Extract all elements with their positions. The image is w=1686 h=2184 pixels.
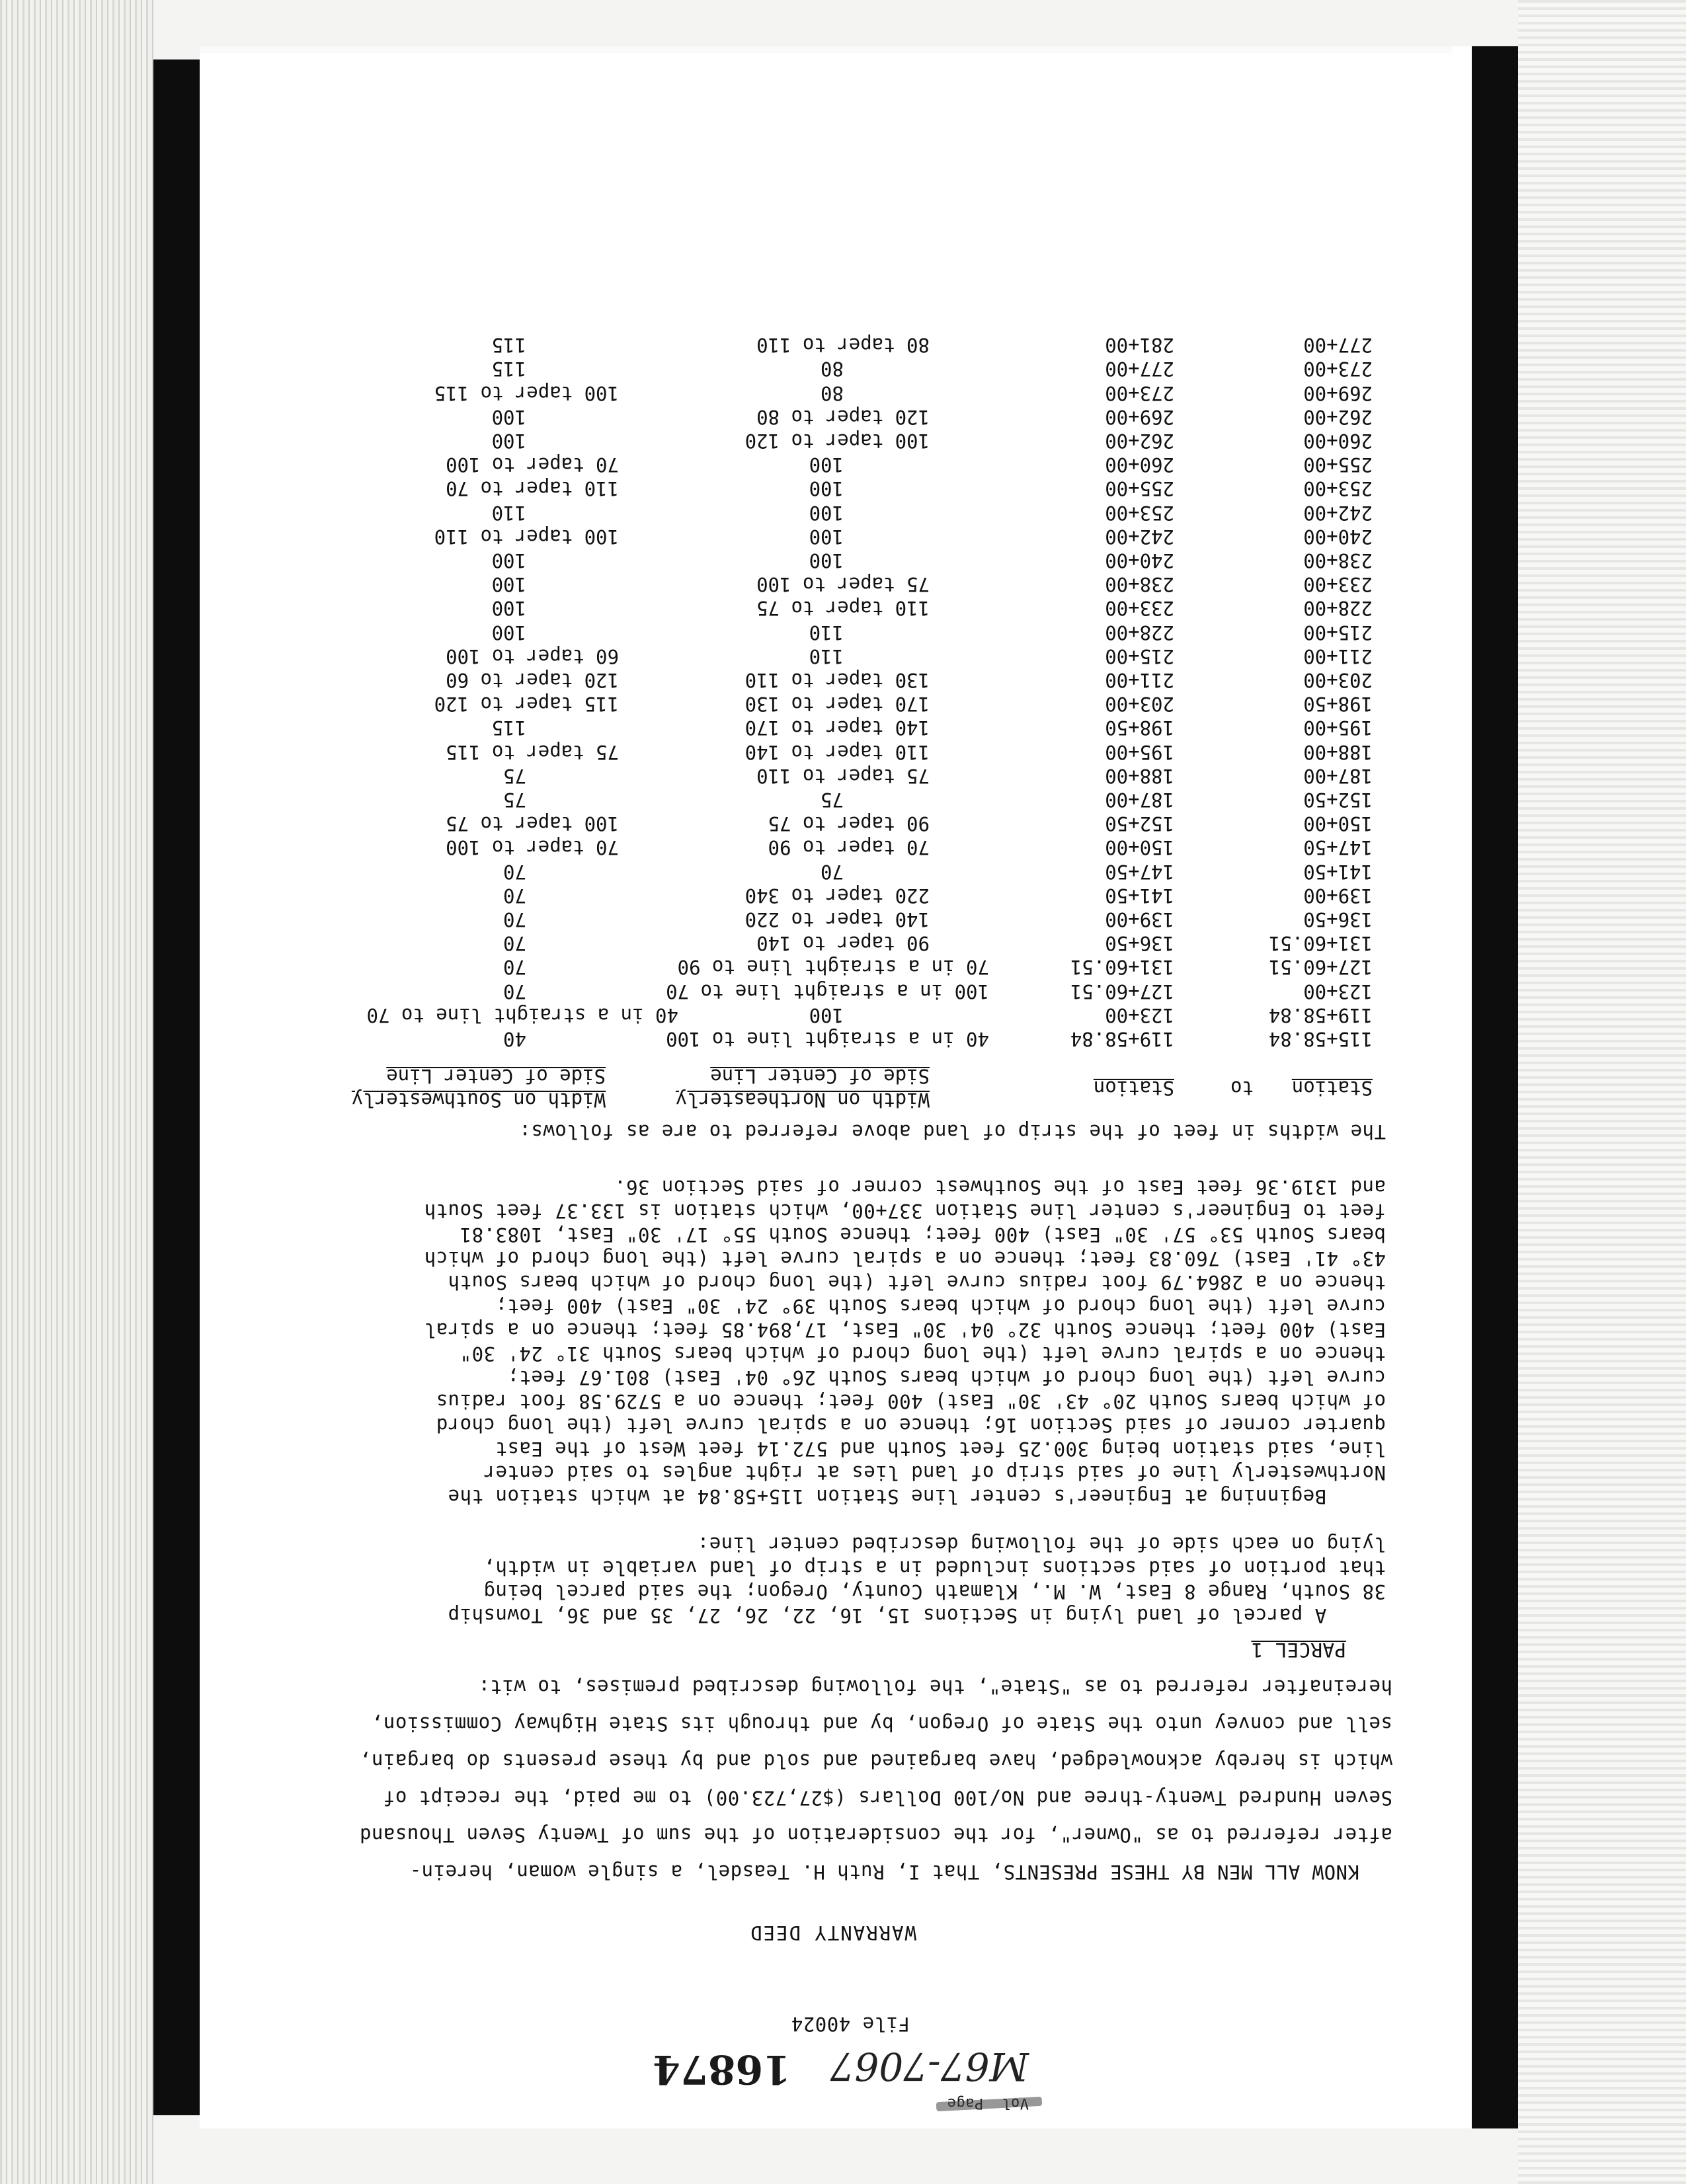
station-from-cell: 277+00 bbox=[1303, 334, 1373, 357]
col-header-station-to: Station bbox=[1093, 1077, 1174, 1099]
sw-width-cell: 110 taper to 70 bbox=[446, 477, 619, 500]
station-to-cell: 139+00 bbox=[1105, 908, 1174, 931]
station-from-cell: 152+50 bbox=[1303, 789, 1373, 811]
parcel-line: curve left (the long chord of which bears South 26° 04' East) 801.67 feet; bbox=[506, 1366, 1386, 1389]
station-to-cell: 203+00 bbox=[1105, 693, 1174, 716]
sw-width-cell: 115 taper to 120 bbox=[434, 693, 619, 716]
ne-width-cell: 70 bbox=[821, 860, 844, 883]
sw-width-cell: 40 in a straight line to 70 bbox=[366, 1003, 678, 1027]
ne-width-cell: 220 taper to 340 bbox=[744, 884, 930, 907]
ne-width-cell: 140 taper to 220 bbox=[744, 908, 930, 931]
ne-width-cell: 110 bbox=[809, 644, 844, 668]
station-to-cell: 198+50 bbox=[1105, 717, 1174, 740]
parcel-heading: PARCEL 1 bbox=[1251, 1639, 1346, 1661]
ne-width-cell: 130 taper to 110 bbox=[744, 669, 930, 691]
station-from-cell: 127+60.51 bbox=[1268, 956, 1373, 979]
sw-width-cell: 70 bbox=[503, 860, 526, 883]
ne-width-cell: 170 taper to 130 bbox=[744, 693, 930, 716]
scan-right-black-edge bbox=[1472, 46, 1518, 2128]
ne-width-cell: 100 taper to 120 bbox=[744, 430, 930, 452]
station-from-cell: 123+00 bbox=[1303, 980, 1373, 1003]
ne-width-cell: 100 bbox=[809, 525, 844, 548]
parcel-line: bears South 53° 57' 30" East) 400 feet; thence South 55° 17' 30" East, 1083.81 bbox=[460, 1224, 1386, 1246]
ne-width-cell: 40 in a straight line to 100 bbox=[666, 1028, 989, 1050]
ne-width-cell: 100 in a straight line to 70 bbox=[666, 980, 989, 1003]
station-from-cell: 187+00 bbox=[1303, 764, 1373, 787]
station-from-cell: 255+00 bbox=[1303, 453, 1373, 477]
parcel-line: East) 400 feet; thence South 32° 04' 30" East, 17,894.85 feet; thence on a spiral bbox=[424, 1319, 1386, 1341]
page-top-edge bbox=[200, 46, 1452, 53]
station-from-cell: 238+00 bbox=[1303, 549, 1373, 572]
station-to-cell: 260+00 bbox=[1105, 453, 1174, 477]
sw-width-cell: 100 bbox=[491, 621, 526, 644]
ne-width-cell: 100 bbox=[809, 477, 844, 500]
sw-width-cell: 70 taper to 100 bbox=[446, 453, 619, 477]
sw-width-cell: 75 bbox=[503, 764, 526, 787]
station-from-cell: 198+50 bbox=[1303, 693, 1373, 716]
station-to-cell: 262+00 bbox=[1105, 430, 1174, 452]
scan-right-margin bbox=[1518, 0, 1686, 2184]
ne-width-cell: 75 bbox=[821, 789, 844, 811]
ne-width-cell: 110 taper to 75 bbox=[756, 597, 930, 620]
scan-left-margin bbox=[0, 0, 153, 2184]
sw-width-cell: 75 bbox=[503, 789, 526, 811]
station-from-cell: 136+50 bbox=[1303, 908, 1373, 931]
body-line: Seven Hundred Twenty-three and No/100 Dollars ($27,723.00) to me paid, the receipt of bbox=[383, 1787, 1392, 1809]
station-from-cell: 188+00 bbox=[1303, 740, 1373, 763]
parcel-line: that portion of said sections included in a strip of land variable in width, bbox=[483, 1557, 1386, 1579]
station-to-cell: 238+00 bbox=[1105, 573, 1174, 596]
sw-width-cell: 40 bbox=[503, 1028, 526, 1050]
station-to-cell: 240+00 bbox=[1105, 549, 1174, 572]
station-to-cell: 187+00 bbox=[1105, 789, 1174, 811]
station-to-cell: 131+60.51 bbox=[1070, 956, 1174, 979]
parcel-line: 43° 41' East) 760.83 feet; thence on a spiral curve left (the long chord of which bbox=[424, 1247, 1386, 1270]
col-header-ne-1: Width on Northeasterly bbox=[675, 1089, 930, 1111]
station-to-cell: 119+58.84 bbox=[1070, 1028, 1174, 1050]
station-to-cell: 228+00 bbox=[1105, 621, 1174, 644]
station-from-cell: 131+60.51 bbox=[1268, 932, 1373, 955]
body-line: hereinafter referred to as "State", the following described premises, to wit: bbox=[478, 1676, 1392, 1698]
stamp-number: 16874 bbox=[653, 2046, 791, 2092]
station-from-cell: 203+00 bbox=[1303, 669, 1373, 691]
ne-width-cell: 90 taper to 75 bbox=[768, 812, 930, 836]
sw-width-cell: 100 bbox=[491, 573, 526, 596]
sw-width-cell: 100 taper to 115 bbox=[434, 381, 619, 405]
station-from-cell: 215+00 bbox=[1303, 621, 1373, 644]
station-from-cell: 228+00 bbox=[1303, 597, 1373, 620]
station-to-cell: 215+00 bbox=[1105, 644, 1174, 668]
ne-width-cell: 70 in a straight line to 90 bbox=[677, 956, 989, 979]
deed-page bbox=[200, 53, 1452, 2128]
station-from-cell: 139+00 bbox=[1303, 884, 1373, 907]
station-to-cell: 255+00 bbox=[1105, 477, 1174, 500]
parcel-line: line, said station being 300.25 feet South and 572.14 feet West of the East bbox=[495, 1438, 1386, 1460]
station-from-cell: 240+00 bbox=[1303, 525, 1373, 548]
body-line: sell and convey unto the State of Oregon, by and through its State Highway Commission, bbox=[371, 1713, 1392, 1735]
body-line: KNOW ALL MEN BY THESE PRESENTS, That I, Ruth H. Teasdel, a single woman, herein- bbox=[409, 1861, 1359, 1883]
parcel-line: thence on a spiral curve left (the long chord of which bears South 31° 24' 30" bbox=[460, 1343, 1386, 1365]
handwritten-reference: M67-7067 bbox=[830, 2044, 1029, 2089]
station-from-cell: 141+50 bbox=[1303, 860, 1373, 883]
station-from-cell: 233+00 bbox=[1303, 573, 1373, 596]
sw-width-cell: 70 bbox=[503, 980, 526, 1003]
col-header-sw-2: Side of Center Line bbox=[386, 1065, 606, 1087]
sw-width-cell: 115 bbox=[491, 358, 526, 381]
station-from-cell: 260+00 bbox=[1303, 430, 1373, 452]
sw-width-cell: 75 taper to 115 bbox=[446, 740, 619, 763]
station-from-cell: 115+58.84 bbox=[1268, 1028, 1373, 1050]
ne-width-cell: 75 taper to 110 bbox=[756, 764, 930, 787]
sw-width-cell: 115 bbox=[491, 334, 526, 357]
body-line: after referred to as "Owner", for the consideration of the sum of Twenty Seven Thousand bbox=[359, 1824, 1392, 1846]
parcel-line: lying on each side of the following described center line: bbox=[697, 1533, 1386, 1555]
station-from-cell: 262+00 bbox=[1303, 405, 1373, 428]
station-to-cell: 269+00 bbox=[1105, 405, 1174, 428]
station-from-cell: 119+58.84 bbox=[1268, 1003, 1373, 1027]
sw-width-cell: 70 bbox=[503, 884, 526, 907]
station-to-cell: 141+50 bbox=[1105, 884, 1174, 907]
station-from-cell: 150+00 bbox=[1303, 812, 1373, 836]
parcel-line: feet to Engineer's center line Station 337+00, which station is 133.37 feet South bbox=[424, 1200, 1386, 1222]
col-header-to: to bbox=[1230, 1077, 1254, 1099]
station-to-cell: 150+00 bbox=[1105, 836, 1174, 859]
ne-width-cell: 100 bbox=[809, 453, 844, 477]
sw-width-cell: 60 taper to 100 bbox=[446, 644, 619, 668]
sw-width-cell: 100 bbox=[491, 430, 526, 452]
ne-width-cell: 100 bbox=[809, 549, 844, 572]
station-to-cell: 152+50 bbox=[1105, 812, 1174, 836]
body-line: which is hereby acknowledged, have bargained and sold and by these presents do bargain, bbox=[359, 1750, 1392, 1772]
parcel-line: Northwesterly line of said strip of land lies at right angles to said center bbox=[483, 1462, 1386, 1484]
station-to-cell: 273+00 bbox=[1105, 381, 1174, 405]
parcel-line: thence on a 2864.79 foot radius curve left (the long chord of which bears South bbox=[448, 1271, 1386, 1294]
widths-intro: The widths in feet of the strip of land above referred to are as follows: bbox=[518, 1120, 1386, 1143]
ne-width-cell: 110 taper to 140 bbox=[744, 740, 930, 763]
station-from-cell: 195+00 bbox=[1303, 717, 1373, 740]
ne-width-cell: 100 bbox=[809, 1003, 844, 1027]
station-to-cell: 127+60.51 bbox=[1070, 980, 1174, 1003]
station-to-cell: 242+00 bbox=[1105, 525, 1174, 548]
ne-width-cell: 100 bbox=[809, 501, 844, 524]
station-to-cell: 136+50 bbox=[1105, 932, 1174, 955]
ne-width-cell: 110 bbox=[809, 621, 844, 644]
sw-width-cell: 100 bbox=[491, 549, 526, 572]
deed-title: WARRANTY DEED bbox=[749, 1922, 916, 1944]
sw-width-cell: 100 taper to 75 bbox=[446, 812, 619, 836]
sw-width-cell: 100 taper to 110 bbox=[434, 525, 619, 548]
sw-width-cell: 100 bbox=[491, 405, 526, 428]
station-to-cell: 277+00 bbox=[1105, 358, 1174, 381]
parcel-line: curve left (the long chord of which bears South 39° 24' 30" East) 400 feet; bbox=[495, 1295, 1386, 1317]
ne-width-cell: 80 bbox=[821, 358, 844, 381]
ne-width-cell: 120 taper to 80 bbox=[756, 405, 930, 428]
sw-width-cell: 100 bbox=[491, 597, 526, 620]
col-header-ne-2: Side of Center Line bbox=[710, 1065, 930, 1087]
sw-width-cell: 70 bbox=[503, 956, 526, 979]
station-from-cell: 147+50 bbox=[1303, 836, 1373, 859]
ne-width-cell: 75 taper to 100 bbox=[756, 573, 930, 596]
station-to-cell: 253+00 bbox=[1105, 501, 1174, 524]
sw-width-cell: 115 bbox=[491, 717, 526, 740]
ne-width-cell: 80 bbox=[821, 381, 844, 405]
parcel-line: A parcel of land lying in Sections 15, 16, 22, 26, 27, 35 and 36, Township bbox=[448, 1604, 1386, 1627]
station-to-cell: 123+00 bbox=[1105, 1003, 1174, 1027]
station-from-cell: 273+00 bbox=[1303, 358, 1373, 381]
sw-width-cell: 110 bbox=[491, 501, 526, 524]
station-from-cell: 242+00 bbox=[1303, 501, 1373, 524]
ne-width-cell: 90 taper to 140 bbox=[756, 932, 930, 955]
file-label: File 40024 bbox=[791, 2013, 910, 2035]
sw-width-cell: 70 bbox=[503, 908, 526, 931]
station-to-cell: 233+00 bbox=[1105, 597, 1174, 620]
sw-width-cell: 120 taper to 60 bbox=[446, 669, 619, 691]
col-header-sw-1: Width on Southwesterly bbox=[351, 1089, 606, 1111]
parcel-line: and 1319.36 feet East of the Southwest corner of said Section 36. bbox=[614, 1176, 1386, 1198]
parcel-line: quarter corner of said Section 16; thence on a spiral curve left (the long chord bbox=[436, 1414, 1386, 1436]
station-from-cell: 253+00 bbox=[1303, 477, 1373, 500]
station-to-cell: 147+50 bbox=[1105, 860, 1174, 883]
station-from-cell: 269+00 bbox=[1303, 381, 1373, 405]
col-header-station-from: Station bbox=[1291, 1077, 1373, 1099]
station-from-cell: 211+00 bbox=[1303, 644, 1373, 668]
parcel-line: 38 South, Range 8 East, W. M., Klamath County, Oregon; the said parcel being bbox=[483, 1580, 1386, 1603]
ne-width-cell: 70 taper to 90 bbox=[768, 836, 930, 859]
ne-width-cell: 80 taper to 110 bbox=[756, 334, 930, 357]
sw-width-cell: 70 bbox=[503, 932, 526, 955]
ne-width-cell: 140 taper to 170 bbox=[744, 717, 930, 740]
sw-width-cell: 70 taper to 100 bbox=[446, 836, 619, 859]
station-to-cell: 195+00 bbox=[1105, 740, 1174, 763]
page-right-edge bbox=[1452, 46, 1472, 2128]
parcel-line: Beginning at Engineer's center line Station 115+58.84 at which station the bbox=[448, 1485, 1386, 1508]
station-to-cell: 188+00 bbox=[1105, 764, 1174, 787]
parcel-line: of which bears South 20° 43' 30" East) 400 feet; thence on a 5729.58 foot radius bbox=[436, 1390, 1386, 1413]
station-to-cell: 281+00 bbox=[1105, 334, 1174, 357]
station-to-cell: 211+00 bbox=[1105, 669, 1174, 691]
scan-left-black-edge bbox=[153, 59, 200, 2115]
